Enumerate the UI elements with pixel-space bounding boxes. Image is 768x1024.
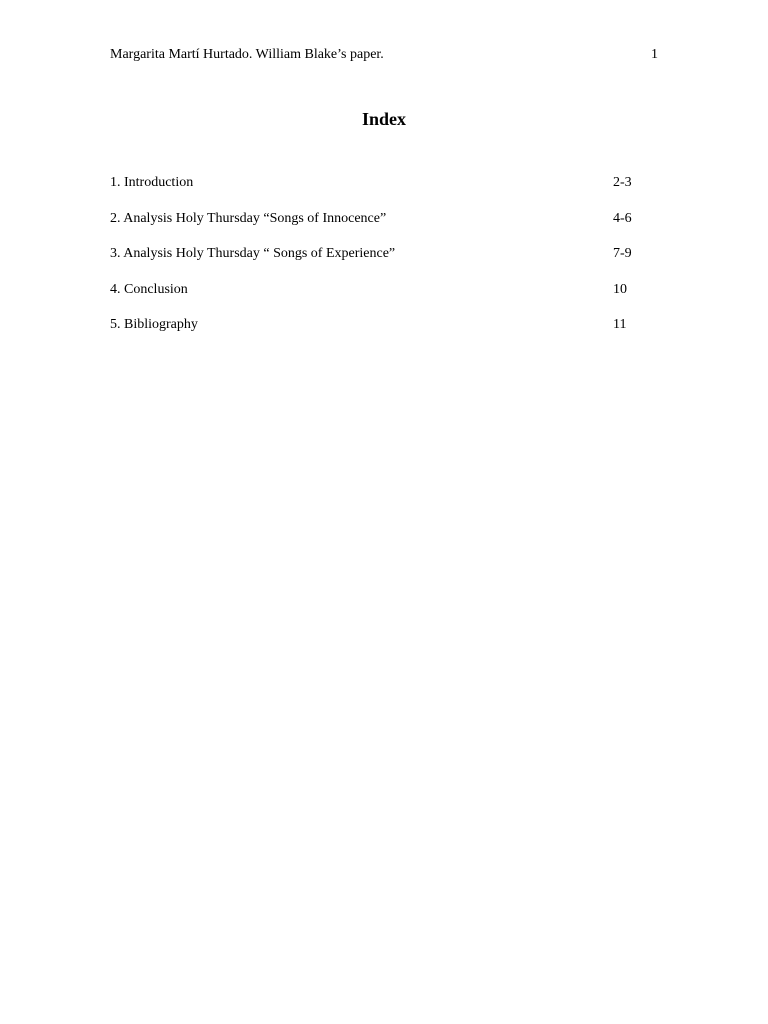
toc-entry-pages: 2-3 bbox=[613, 175, 632, 190]
toc-entry-pages: 11 bbox=[613, 317, 627, 332]
table-of-contents bbox=[110, 174, 650, 352]
toc-entry-label: 3. Analysis Holy Thursday “ Songs of Experience” bbox=[110, 246, 396, 261]
toc-entry-label: 1. Introduction bbox=[110, 175, 194, 190]
toc-entry-bibliography bbox=[110, 316, 650, 352]
toc-entry-introduction bbox=[110, 174, 650, 210]
toc-entry-analysis-innocence bbox=[110, 210, 650, 246]
toc-entry-label: 4. Conclusion bbox=[110, 281, 188, 297]
index-title: Index bbox=[361, 109, 406, 129]
toc-entry-pages: 10 bbox=[613, 281, 627, 297]
toc-entry-pages: 4-6 bbox=[613, 210, 632, 226]
running-header: Margarita Martí Hurtado. William Blake’s paper. bbox=[110, 47, 384, 62]
toc-entry-conclusion bbox=[110, 281, 650, 317]
toc-entry-label: 2. Analysis Holy Thursday “Songs of Innocence” bbox=[110, 210, 387, 226]
toc-entry-pages: 7-9 bbox=[613, 246, 632, 261]
toc-entry-label: 5. Bibliography bbox=[110, 317, 198, 332]
page-number: 1 bbox=[651, 47, 658, 62]
toc-entry-analysis-experience bbox=[110, 245, 650, 281]
